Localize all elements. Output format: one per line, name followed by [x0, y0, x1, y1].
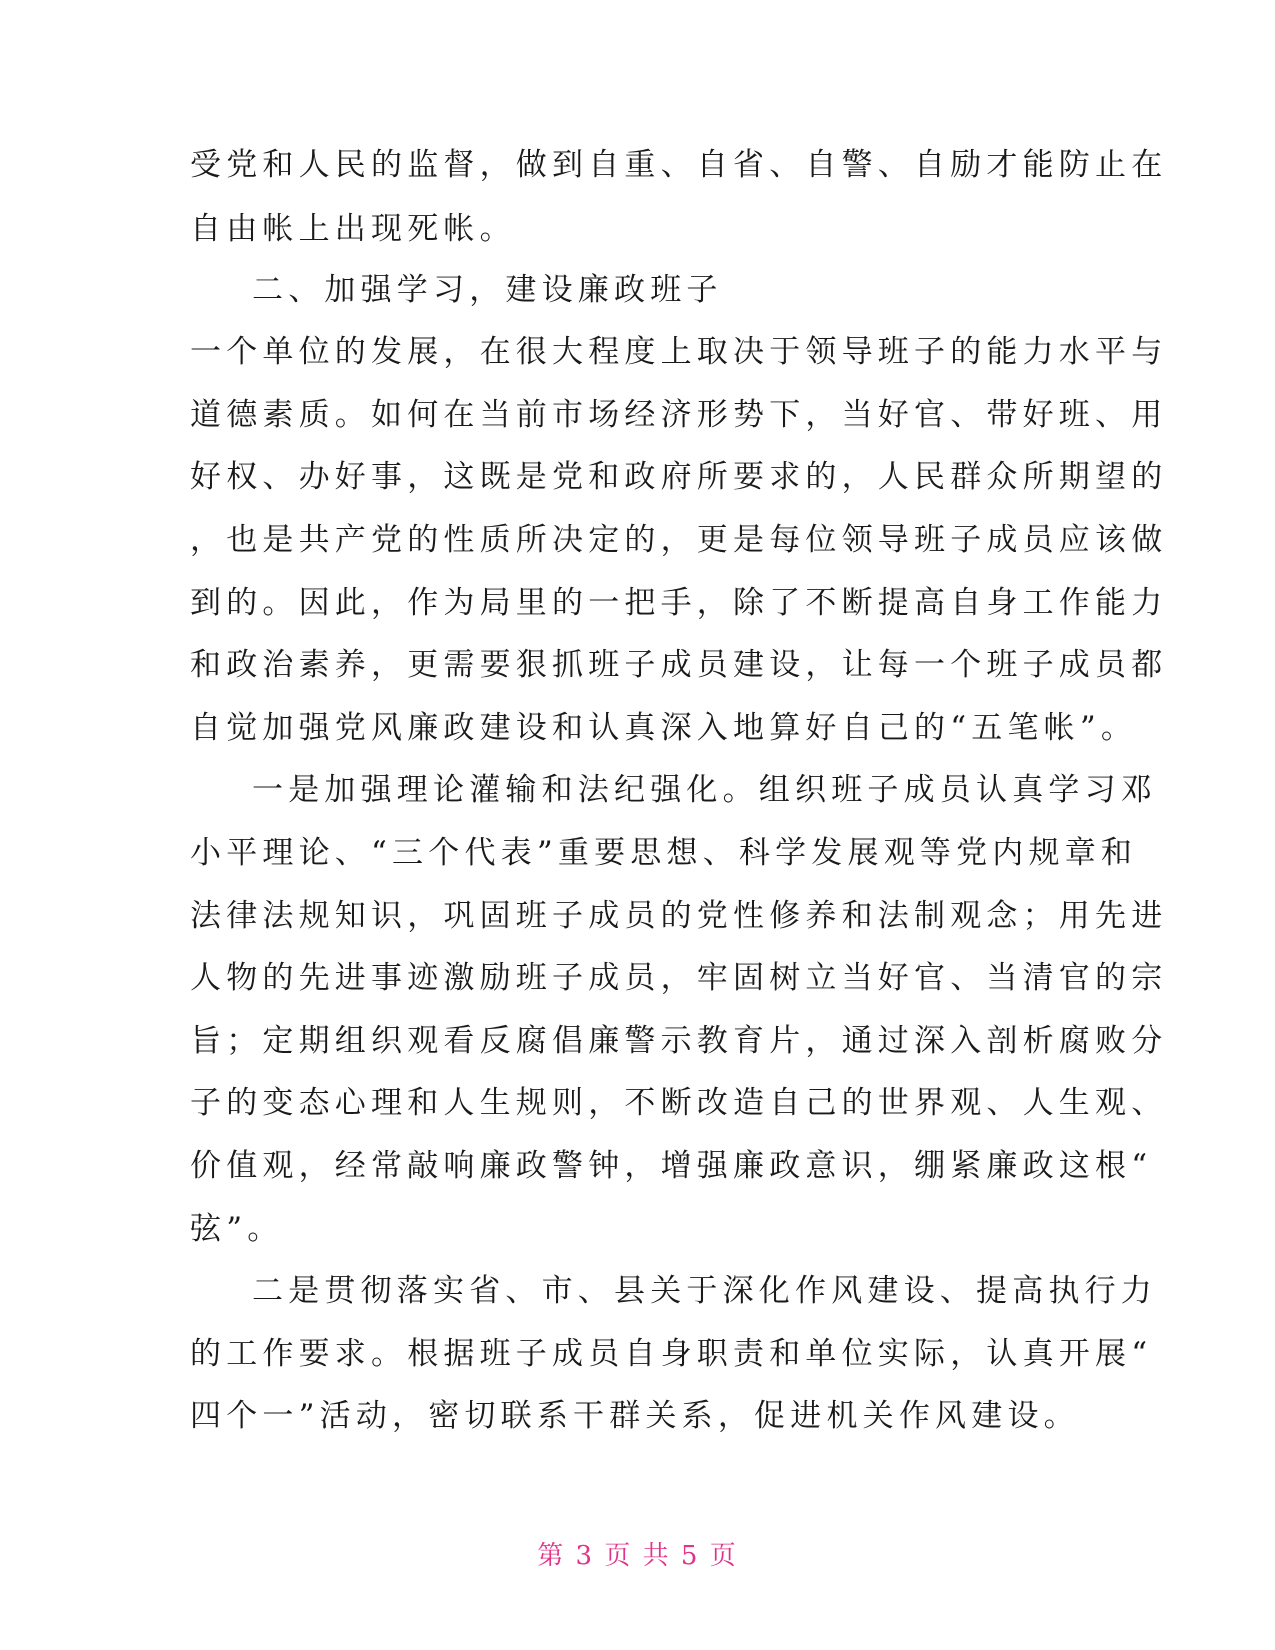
body-line: 道德素质。如何在当前市场经济形势下，当好官、带好班、用 [190, 397, 1168, 433]
body-line: 受党和人民的监督，做到自重、自省、自警、自励才能防止在 [190, 147, 1168, 183]
body-line: 自由帐上出现死帐。 [190, 211, 516, 247]
page-number-footer [0, 1535, 1275, 1572]
body-line: 的工作要求。根据班子成员自身职责和单位实际，认真开展“ [190, 1336, 1153, 1372]
body-line: 一是加强理论灌输和法纪强化。组织班子成员认真学习邓 [252, 772, 1157, 808]
body-line: 人物的先进事迹激励班子成员，牢固树立当好官、当清官的宗 [190, 960, 1168, 996]
body-line: 二是贯彻落实省、市、县关于深化作风建设、提高执行力 [252, 1273, 1157, 1309]
body-line: 旨；定期组织观看反腐倡廉警示教育片，通过深入剖析腐败分 [190, 1023, 1168, 1059]
footer-total-pages: 5 [680, 1541, 700, 1571]
body-line: 和政治素养，更需要狠抓班子成员建设，让每一个班子成员都 [190, 647, 1168, 683]
body-line: 自觉加强党风廉政建设和认真深入地算好自己的“五笔帐”。 [190, 710, 1138, 746]
footer-current-page: 3 [575, 1541, 595, 1571]
body-line: 一个单位的发展，在很大程度上取决于领导班子的能力水平与 [190, 334, 1168, 370]
body-line: 弦”。 [190, 1211, 284, 1247]
section-heading: 二、加强学习，建设廉政班子 [252, 272, 723, 308]
body-line: 好权、办好事，这既是党和政府所要求的，人民群众所期望的 [190, 459, 1168, 495]
body-line: 小平理论、“三个代表”重要思想、科学发展观等党内规章和 [190, 835, 1138, 871]
footer-middle: 页 共 [604, 1541, 671, 1571]
body-line: 四个一”活动，密切联系干群关系，促进机关作风建设。 [190, 1398, 1080, 1434]
body-line: 价值观，经常敲响廉政警钟，增强廉政意识，绷紧廉政这根“ [190, 1148, 1153, 1184]
footer-prefix: 第 [537, 1541, 566, 1571]
body-line: 子的变态心理和人生规则，不断改造自己的世界观、人生观、 [190, 1085, 1168, 1121]
body-line: ，也是共产党的性质所决定的，更是每位领导班子成员应该做 [190, 522, 1168, 558]
body-line: 到的。因此，作为局里的一把手，除了不断提高自身工作能力 [190, 585, 1168, 621]
body-line: 法律法规知识，巩固班子成员的党性修养和法制观念；用先进 [190, 898, 1168, 934]
footer-suffix: 页 [709, 1541, 738, 1571]
